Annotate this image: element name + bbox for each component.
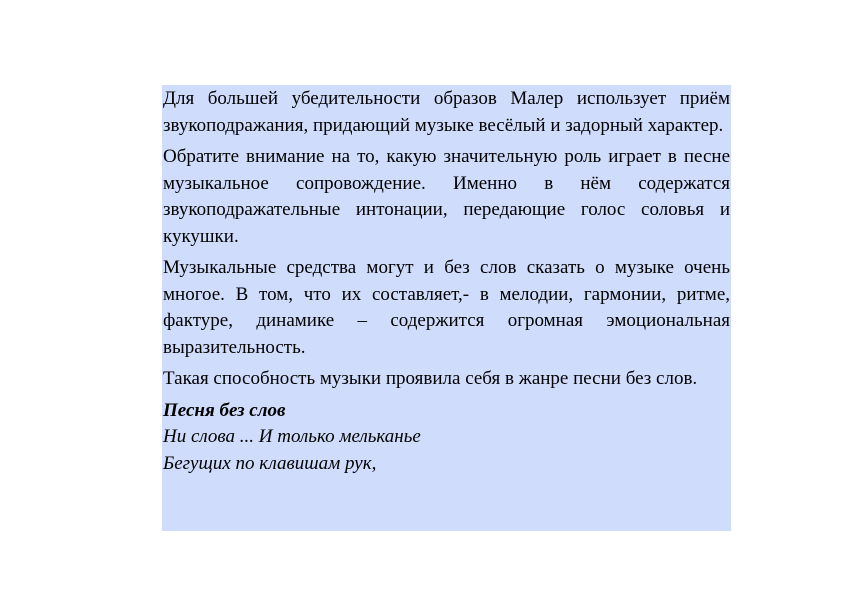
poem-title: Песня без слов bbox=[163, 399, 286, 421]
poem-line: Бегущих по клавишам рук, bbox=[163, 452, 377, 474]
paragraph-musical-means: Музыкальные средства могут и без слов сказать о музыке очень многое. В том, что их составляет,- в мелодии, гармонии, ритме, фактуре, динамике – содержится огромная эмоциональная выразительность. bbox=[163, 257, 730, 358]
poem-line: Ни слова ... И только мельканье bbox=[163, 426, 421, 447]
paragraph-song-without-words: Такая способность музыки проявила себя в жанре песни без слов. bbox=[163, 368, 698, 389]
paragraph-accompaniment: Обратите внимание на то, какую значительную роль играет в песне музыкальное сопровождение. Именно в нём содержатся звукоподражательные интонации, передающие голос соловья и кукушки. bbox=[163, 146, 730, 247]
text-box bbox=[162, 85, 731, 531]
paragraph-mahler-onomatopoeia: Для большей убедительности образов Малер использует приём звукоподражания, придающий музыке весёлый и задорный характер. bbox=[163, 88, 730, 136]
